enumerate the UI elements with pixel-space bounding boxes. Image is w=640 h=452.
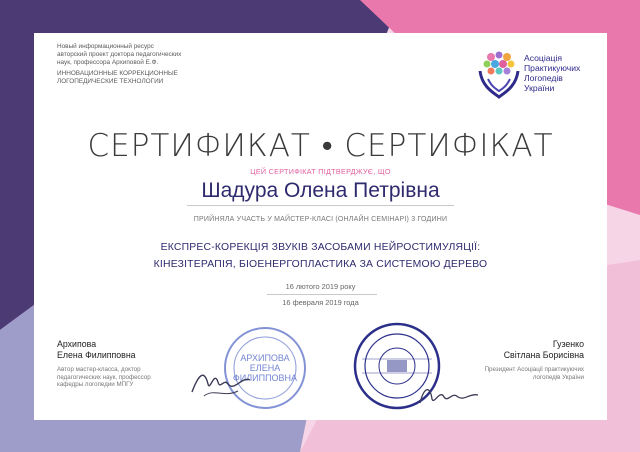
signatory-right-given: Світлана Борисівна — [503, 350, 584, 360]
participation-text: ПРИЙНЯЛА УЧАСТЬ У МАЙСТЕР-КЛАСІ (ОНЛАЙН СЕМІНАРІ) 3 ГОДИНИ — [193, 216, 448, 223]
logo-line-3: Логопедів — [524, 73, 563, 83]
date-russian: 16 февраля 2019 года — [282, 298, 359, 307]
association-name — [524, 53, 614, 93]
stamp-left-line-3: ФИЛИППОВНА — [232, 373, 298, 383]
header-technologies — [57, 70, 257, 86]
header-line-5: ЛОГОПЕДИЧЕСКИЕ ТЕХНОЛОГИИ — [57, 78, 164, 85]
confirm-text: ЦЕЙ СЕРТИФІКАТ ПІДТВЕРДЖУЄ, ЩО — [250, 167, 391, 176]
signatory-left-surname: Архипова — [57, 339, 97, 349]
left-signature-icon — [184, 358, 264, 403]
signatory-left-role-1: Автор мастер-класса, доктор — [57, 366, 141, 373]
signatory-right-name — [434, 339, 584, 361]
signatory-left-role-2: педагогических наук, профессор — [57, 373, 151, 381]
signatory-right-role-2: логопедів України — [532, 373, 584, 381]
course-title-line-2: КІНЕЗІТЕРАПІЯ, БІОЕНЕРГОПЛАСТИКА ЗА СИСТЕМОЮ ДЕРЕВО — [153, 259, 488, 270]
header-resource-info — [57, 43, 257, 67]
certificate-title: СЕРТИФИКАТ • СЕРТИФІКАТ — [87, 128, 554, 164]
logo-line-2: Практикуючих — [524, 63, 581, 73]
certificate-card — [34, 33, 607, 420]
logo-line-4: України — [524, 83, 555, 93]
stamp-left-line-1: АРХИПОВА — [240, 353, 290, 363]
signatory-right-role — [454, 366, 584, 381]
header-line-2: авторский проект доктора педагогических — [57, 51, 182, 58]
name-divider — [187, 205, 454, 206]
signatory-left-given: Елена Филипповна — [57, 350, 136, 360]
signatory-left-role — [57, 366, 182, 389]
signatory-right-role-1: Президент Асоціації практикуючих — [484, 366, 584, 373]
signatory-right-surname: Гузенко — [552, 339, 584, 349]
stamp-left-line-2: ЕЛЕНА — [249, 363, 281, 373]
recipient-name: Шадура Олена Петрівна — [201, 179, 440, 202]
logo-line-1: Асоціація — [524, 53, 563, 63]
header-line-4: ИННОВАЦИОННЫЕ КОРРЕКЦИОННЫЕ — [57, 70, 178, 77]
date-divider — [267, 294, 377, 295]
header-line-1: Новый информационный ресурс — [57, 43, 154, 50]
signatory-left-role-3: кафедры логопедии МПГУ — [57, 381, 134, 388]
header-line-3: наук, профессора Архиповой Е.Ф. — [57, 59, 159, 66]
course-title-line-1: ЕКСПРЕС-КОРЕКЦІЯ ЗВУКІВ ЗАСОБАМИ НЕЙРОСТИМУЛЯЦІЇ: — [160, 242, 481, 253]
date-ukrainian: 16 лютого 2019 року — [285, 282, 356, 291]
